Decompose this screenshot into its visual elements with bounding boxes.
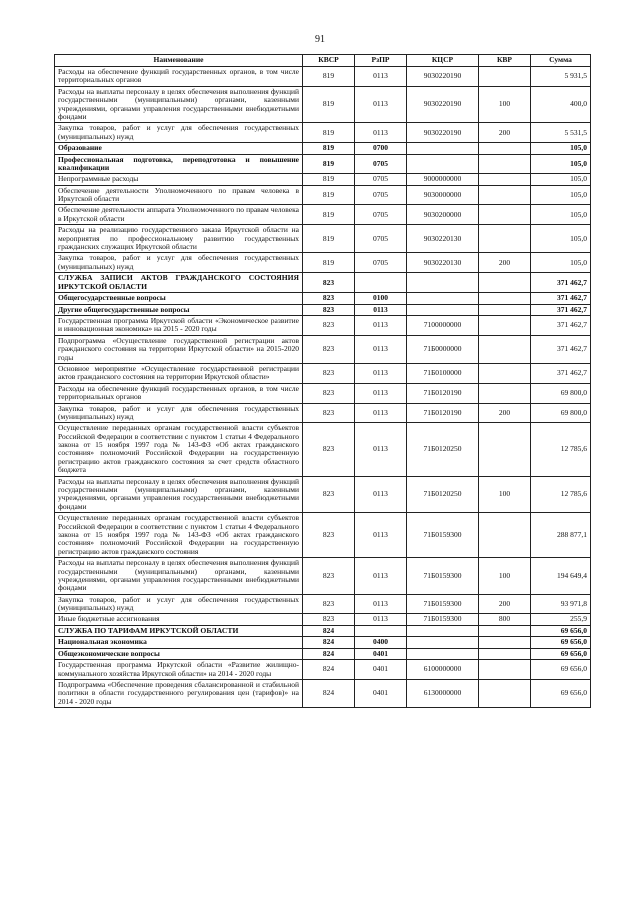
cell-rzpr: 0113 — [355, 315, 407, 335]
cell-sum: 371 462,7 — [531, 273, 591, 293]
table-row — [55, 363, 591, 383]
cell-kvr — [479, 185, 531, 205]
cell-sum: 371 462,7 — [531, 335, 591, 363]
cell-name: Закупка товаров, работ и услуг для обеспечения государственных (муниципальных) нужд — [55, 123, 303, 143]
cell-sum: 255,9 — [531, 614, 591, 625]
table-row — [55, 423, 591, 476]
table-row — [55, 304, 591, 315]
header-name: Наименование — [55, 55, 303, 67]
cell-sum: 69 656,0 — [531, 648, 591, 659]
budget-table — [54, 54, 591, 708]
cell-kvsr: 823 — [303, 403, 355, 423]
table-row — [55, 660, 591, 680]
cell-kvr — [479, 660, 531, 680]
cell-kvr: 100 — [479, 558, 531, 595]
table-row — [55, 253, 591, 273]
table-row — [55, 315, 591, 335]
cell-kvsr: 823 — [303, 315, 355, 335]
header-sum: Сумма — [531, 55, 591, 67]
table-row — [55, 205, 591, 225]
table-row — [55, 648, 591, 659]
cell-kcsr: 71Б0100000 — [407, 363, 479, 383]
cell-kcsr: 9030220190 — [407, 123, 479, 143]
cell-rzpr: 0700 — [355, 143, 407, 154]
cell-kvr: 200 — [479, 594, 531, 614]
cell-kvr: 100 — [479, 86, 531, 123]
cell-sum: 105,0 — [531, 225, 591, 253]
cell-sum: 371 462,7 — [531, 315, 591, 335]
header-rzpr: РзПР — [355, 55, 407, 67]
cell-kcsr: 9030220190 — [407, 67, 479, 87]
table-row — [55, 614, 591, 625]
cell-name: Общегосударственные вопросы — [55, 293, 303, 304]
cell-name: Профессиональная подготовка, переподготовка и повышение квалификации — [55, 154, 303, 174]
cell-kvr — [479, 174, 531, 185]
cell-rzpr: 0113 — [355, 558, 407, 595]
table-row — [55, 225, 591, 253]
cell-kvsr: 823 — [303, 513, 355, 558]
cell-kvr — [479, 205, 531, 225]
cell-kvsr: 823 — [303, 594, 355, 614]
cell-name: Непрограммные расходы — [55, 174, 303, 185]
table-row — [55, 123, 591, 143]
cell-kvr — [479, 335, 531, 363]
cell-rzpr: 0401 — [355, 660, 407, 680]
cell-sum: 400,0 — [531, 86, 591, 123]
cell-rzpr: 0705 — [355, 185, 407, 205]
cell-kcsr — [407, 273, 479, 293]
table-row — [55, 67, 591, 87]
cell-kvsr: 823 — [303, 363, 355, 383]
cell-kvr — [479, 363, 531, 383]
cell-kvsr: 819 — [303, 154, 355, 174]
cell-name: Расходы на выплаты персоналу в целях обеспечения выполнения функций государственными (муниципальными) органами, казенными учреждениями, органами управления государственными внебюджетными фондами — [55, 476, 303, 513]
cell-kcsr: 9030220190 — [407, 86, 479, 123]
table-row — [55, 154, 591, 174]
cell-kvsr: 823 — [303, 273, 355, 293]
cell-rzpr: 0113 — [355, 513, 407, 558]
table-row — [55, 594, 591, 614]
cell-kvr: 200 — [479, 253, 531, 273]
cell-name: Обеспечение деятельности Уполномоченного по правам человека в Иркутской области — [55, 185, 303, 205]
cell-kcsr — [407, 293, 479, 304]
cell-rzpr: 0705 — [355, 205, 407, 225]
table-row — [55, 174, 591, 185]
cell-kvr — [479, 304, 531, 315]
table-row — [55, 143, 591, 154]
cell-kcsr: 9030220130 — [407, 225, 479, 253]
cell-kvr — [479, 315, 531, 335]
cell-rzpr: 0113 — [355, 383, 407, 403]
cell-name: Расходы на выплаты персоналу в целях обеспечения выполнения функций государственными (муниципальными) органами, казенными учреждениями, органами управления государственными внебюджетными фондами — [55, 558, 303, 595]
cell-kcsr — [407, 143, 479, 154]
cell-kvsr: 824 — [303, 660, 355, 680]
cell-name: Обеспечение деятельности аппарата Уполномоченного по правам человека в Иркутской области — [55, 205, 303, 225]
cell-kvsr: 824 — [303, 648, 355, 659]
cell-sum: 105,0 — [531, 174, 591, 185]
cell-sum: 371 462,7 — [531, 363, 591, 383]
cell-kvr — [479, 154, 531, 174]
cell-kcsr: 71Б0159300 — [407, 558, 479, 595]
cell-name: Иные бюджетные ассигнования — [55, 614, 303, 625]
cell-sum: 288 877,1 — [531, 513, 591, 558]
cell-kcsr — [407, 637, 479, 648]
cell-kvsr: 819 — [303, 174, 355, 185]
cell-kvr — [479, 679, 531, 707]
cell-rzpr: 0400 — [355, 637, 407, 648]
cell-kcsr: 71Б0120250 — [407, 423, 479, 476]
cell-rzpr: 0113 — [355, 594, 407, 614]
cell-kvsr: 819 — [303, 67, 355, 87]
cell-rzpr: 0113 — [355, 476, 407, 513]
cell-kvsr: 824 — [303, 637, 355, 648]
cell-rzpr: 0705 — [355, 174, 407, 185]
cell-name: Общеэкономические вопросы — [55, 648, 303, 659]
cell-sum: 194 649,4 — [531, 558, 591, 595]
cell-kcsr: 71Б0120190 — [407, 383, 479, 403]
cell-kcsr: 9030000000 — [407, 185, 479, 205]
cell-name: Осуществление переданных органам государственной власти субъектов Российской Федерации в соответствии с пунктом 1 статьи 4 Федерального закона от 15 ноября 1997 года № 143-ФЗ «Об актах гражданского состояния» полномочий Российской Федерации на государственную регистрацию актов гражданского состояния — [55, 513, 303, 558]
cell-rzpr: 0113 — [355, 335, 407, 363]
cell-kvr — [479, 423, 531, 476]
cell-kcsr — [407, 304, 479, 315]
cell-rzpr — [355, 273, 407, 293]
cell-kcsr: 6100000000 — [407, 660, 479, 680]
cell-kvsr: 819 — [303, 185, 355, 205]
cell-name: Расходы на обеспечение функций государственных органов, в том числе территориальных органов — [55, 383, 303, 403]
cell-name: Закупка товаров, работ и услуг для обеспечения государственных (муниципальных) нужд — [55, 594, 303, 614]
cell-name: Государственная программа Иркутской области «Экономическое развитие и инновационная экономика» на 2015 - 2020 годы — [55, 315, 303, 335]
cell-kcsr: 71Б0000000 — [407, 335, 479, 363]
cell-kcsr: 9030200000 — [407, 205, 479, 225]
cell-name: Закупка товаров, работ и услуг для обеспечения государственных (муниципальных) нужд — [55, 403, 303, 423]
cell-rzpr: 0113 — [355, 304, 407, 315]
cell-sum: 5 531,5 — [531, 123, 591, 143]
cell-name: Другие общегосударственные вопросы — [55, 304, 303, 315]
cell-kcsr: 9030220130 — [407, 253, 479, 273]
cell-kvsr: 819 — [303, 86, 355, 123]
cell-kvsr: 824 — [303, 679, 355, 707]
cell-kvr — [479, 648, 531, 659]
table-row — [55, 403, 591, 423]
cell-sum: 69 656,0 — [531, 679, 591, 707]
cell-name: Государственная программа Иркутской области «Развитие жилищно-коммунального хозяйства Иркутской области» на 2014 - 2020 годы — [55, 660, 303, 680]
cell-kcsr: 7100000000 — [407, 315, 479, 335]
header-kvr: КВР — [479, 55, 531, 67]
cell-sum: 69 800,0 — [531, 383, 591, 403]
cell-kvsr: 823 — [303, 614, 355, 625]
cell-rzpr: 0401 — [355, 679, 407, 707]
cell-rzpr: 0705 — [355, 225, 407, 253]
cell-rzpr: 0100 — [355, 293, 407, 304]
table-row — [55, 293, 591, 304]
table-body — [55, 67, 591, 708]
cell-kvsr: 823 — [303, 476, 355, 513]
cell-sum: 93 971,8 — [531, 594, 591, 614]
table-row — [55, 476, 591, 513]
table-header-row — [55, 55, 591, 67]
cell-kcsr: 6130000000 — [407, 679, 479, 707]
cell-rzpr: 0705 — [355, 154, 407, 174]
cell-name: Расходы на обеспечение функций государственных органов, в том числе территориальных органов — [55, 67, 303, 87]
cell-sum: 69 656,0 — [531, 637, 591, 648]
cell-kvsr: 819 — [303, 253, 355, 273]
cell-rzpr: 0113 — [355, 86, 407, 123]
cell-sum: 105,0 — [531, 185, 591, 205]
cell-kcsr — [407, 154, 479, 174]
cell-sum: 371 462,7 — [531, 293, 591, 304]
cell-kvsr: 823 — [303, 304, 355, 315]
cell-sum: 5 931,5 — [531, 67, 591, 87]
cell-kvsr: 819 — [303, 143, 355, 154]
cell-rzpr: 0113 — [355, 614, 407, 625]
cell-kvr: 200 — [479, 123, 531, 143]
cell-sum: 69 800,0 — [531, 403, 591, 423]
cell-rzpr: 0113 — [355, 403, 407, 423]
table-row — [55, 335, 591, 363]
cell-sum: 371 462,7 — [531, 304, 591, 315]
cell-name: Расходы на реализацию государственного заказа Иркутской области на мероприятия по профессиональному развитию государственных гражданских служащих Иркутской области — [55, 225, 303, 253]
cell-kvsr: 819 — [303, 205, 355, 225]
cell-kcsr — [407, 625, 479, 637]
table-row — [55, 558, 591, 595]
table-row — [55, 185, 591, 205]
cell-kcsr: 71Б0159300 — [407, 614, 479, 625]
cell-kvr — [479, 273, 531, 293]
cell-kcsr: 71Б0120190 — [407, 403, 479, 423]
cell-kvsr: 824 — [303, 625, 355, 637]
cell-kvr — [479, 637, 531, 648]
cell-sum: 105,0 — [531, 253, 591, 273]
cell-kvsr: 823 — [303, 423, 355, 476]
cell-sum: 69 656,0 — [531, 660, 591, 680]
cell-kvr — [479, 67, 531, 87]
cell-kcsr: 71Б0159300 — [407, 513, 479, 558]
cell-name: Осуществление переданных органам государственной власти субъектов Российской Федерации в соответствии с пунктом 1 статьи 4 Федерального закона от 15 ноября 1997 года № 143-ФЗ «Об актах гражданского состояния» полномочий Российской Федерации на государственную регистрацию актов гражданского состояния за счет средств областного бюджета — [55, 423, 303, 476]
cell-sum: 105,0 — [531, 205, 591, 225]
cell-sum: 69 656,0 — [531, 625, 591, 637]
cell-kcsr: 71Б0159300 — [407, 594, 479, 614]
cell-name: Основное мероприятие «Осуществление государственной регистрации актов гражданского состояния на территории Иркутской области» — [55, 363, 303, 383]
cell-sum: 12 785,6 — [531, 423, 591, 476]
cell-rzpr: 0705 — [355, 253, 407, 273]
cell-kvr — [479, 143, 531, 154]
cell-name: СЛУЖБА ПО ТАРИФАМ ИРКУТСКОЙ ОБЛАСТИ — [55, 625, 303, 637]
cell-kvsr: 819 — [303, 225, 355, 253]
cell-kvr — [479, 383, 531, 403]
cell-kvr — [479, 513, 531, 558]
cell-kvsr: 823 — [303, 335, 355, 363]
cell-kvr: 800 — [479, 614, 531, 625]
cell-name: Закупка товаров, работ и услуг для обеспечения государственных (муниципальных) нужд — [55, 253, 303, 273]
cell-rzpr: 0113 — [355, 363, 407, 383]
cell-kvsr: 823 — [303, 558, 355, 595]
cell-kvr: 100 — [479, 476, 531, 513]
cell-kcsr: 71Б0120250 — [407, 476, 479, 513]
cell-kcsr — [407, 648, 479, 659]
cell-name: Образование — [55, 143, 303, 154]
header-kcsr: КЦСР — [407, 55, 479, 67]
cell-sum: 105,0 — [531, 143, 591, 154]
cell-kvsr: 823 — [303, 293, 355, 304]
header-kvsr: КВСР — [303, 55, 355, 67]
cell-name: Подпрограмма «Обеспечение проведения сбалансированной и стабильной политики в области государственного регулирования цен (тарифов)» на 2014 - 2020 годы — [55, 679, 303, 707]
table-row — [55, 637, 591, 648]
cell-name: Подпрограмма «Осуществление государственной регистрации актов гражданского состояния на территории Иркутской области» на 2015-2020 годы — [55, 335, 303, 363]
cell-rzpr — [355, 625, 407, 637]
cell-rzpr: 0401 — [355, 648, 407, 659]
cell-rzpr: 0113 — [355, 67, 407, 87]
page-number: 91 — [315, 34, 325, 45]
cell-kvr — [479, 293, 531, 304]
table-row — [55, 625, 591, 637]
cell-sum: 105,0 — [531, 154, 591, 174]
cell-kvsr: 823 — [303, 383, 355, 403]
cell-name: СЛУЖБА ЗАПИСИ АКТОВ ГРАЖДАНСКОГО СОСТОЯНИЯ ИРКУТСКОЙ ОБЛАСТИ — [55, 273, 303, 293]
cell-kvr — [479, 625, 531, 637]
table-row — [55, 273, 591, 293]
cell-rzpr: 0113 — [355, 123, 407, 143]
table-row — [55, 383, 591, 403]
cell-name: Расходы на выплаты персоналу в целях обеспечения выполнения функций государственными (муниципальными) органами, казенными учреждениями, органами управления государственными внебюджетными фондами — [55, 86, 303, 123]
table-row — [55, 513, 591, 558]
cell-rzpr: 0113 — [355, 423, 407, 476]
cell-kvr — [479, 225, 531, 253]
table-row — [55, 86, 591, 123]
cell-name: Национальная экономика — [55, 637, 303, 648]
cell-kvr: 200 — [479, 403, 531, 423]
table-row — [55, 679, 591, 707]
cell-kcsr: 9000000000 — [407, 174, 479, 185]
cell-kvsr: 819 — [303, 123, 355, 143]
cell-sum: 12 785,6 — [531, 476, 591, 513]
